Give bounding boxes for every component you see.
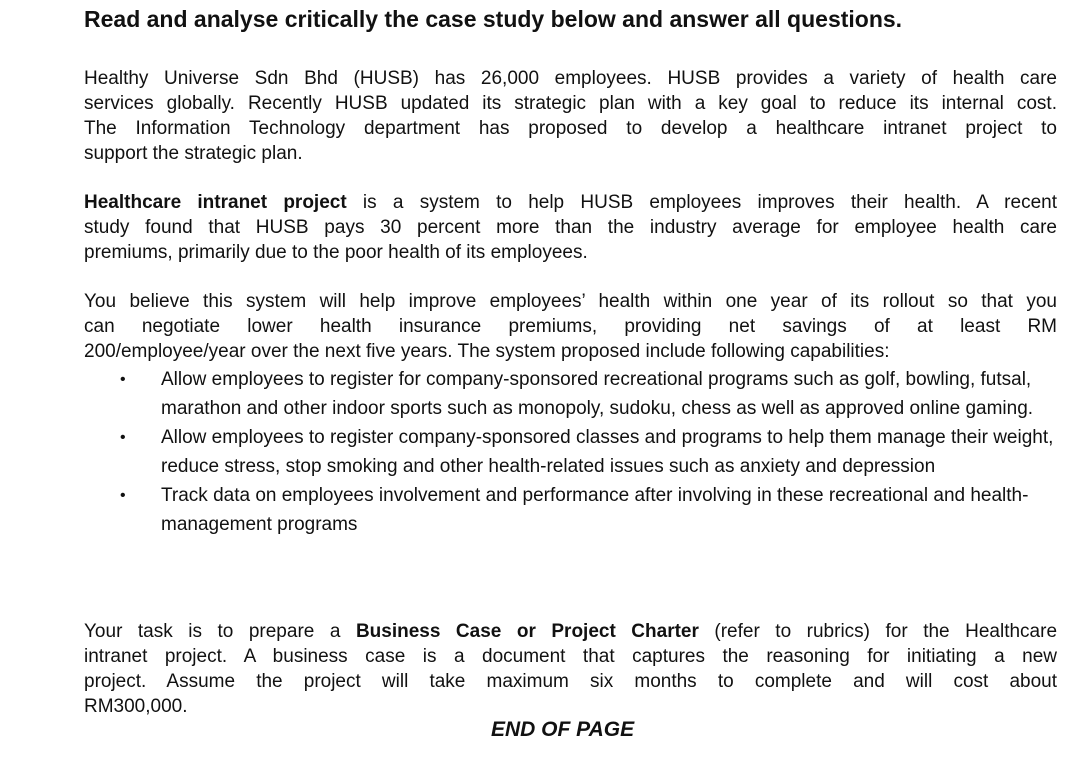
capability-item [84, 365, 1057, 423]
project-name-bold: Healthcare intranet project [84, 192, 347, 213]
bullet-icon: • [120, 429, 126, 446]
project-description-paragraph [84, 190, 1057, 265]
task-deliverable-bold: Business Case or Project Charter [355, 621, 699, 642]
end-of-page-label: END OF PAGE [491, 718, 635, 741]
intro-line: Healthy Universe Sdn Bhd (HUSB) has 26,000 employees. HUSB provides a variety of health care [84, 68, 1057, 89]
task-line: intranet project. A business case is a document that captures the reasoning for initiating a new [84, 646, 1057, 667]
capability-item [84, 481, 1057, 539]
capability-item [84, 423, 1057, 481]
intro-line: support the strategic plan. [84, 143, 303, 164]
capability-text: Track data on employees involvement and performance after involving in these recreational and health-management programs [161, 485, 1029, 535]
project-description-line: premiums, primarily due to the poor health of its employees. [84, 242, 588, 263]
benefits-line: can negotiate lower health insurance premiums, providing net savings of at least RM [84, 316, 1057, 337]
task-paragraph [84, 619, 1057, 719]
project-description-line: study found that HUSB pays 30 percent more than the industry average for employee health care [84, 217, 1057, 238]
benefits-paragraph [84, 289, 1057, 364]
task-text: Your task is to prepare a [84, 621, 356, 642]
capability-text: Allow employees to register company-sponsored classes and programs to help them manage their weight, reduce stress, stop smoking and other health-related issues such as anxiety and depression [161, 427, 1054, 477]
capabilities-list [84, 365, 1057, 539]
benefits-line: 200/employee/year over the next five years. The system proposed include following capabilities: [84, 341, 890, 362]
intro-paragraph [84, 66, 1057, 166]
benefits-line: You believe this system will help improve employees’ health within one year of its rollout so that you [84, 291, 1057, 312]
task-text: (refer to rubrics) for the Healthcare [698, 621, 1058, 642]
page-heading: Read and analyse critically the case study below and answer all questions. [84, 6, 903, 32]
task-line [84, 619, 1057, 644]
bullet-icon: • [120, 487, 126, 504]
intro-line: The Information Technology department has proposed to develop a healthcare intranet project to [84, 118, 1057, 139]
intro-line: services globally. Recently HUSB updated its strategic plan with a key goal to reduce its internal cost. [84, 93, 1057, 114]
bullet-icon: • [120, 371, 126, 388]
task-line: project. Assume the project will take maximum six months to complete and will cost about [84, 671, 1057, 692]
project-description-line [84, 190, 1057, 215]
capability-text: Allow employees to register for company-sponsored recreational programs such as golf, bowling, futsal, marathon and other indoor sports such as monopoly, sudoku, chess as well as approved online gaming. [161, 369, 1034, 419]
task-line: RM300,000. [84, 696, 188, 717]
project-description-text: is a system to help HUSB employees improves their health. A recent [346, 192, 1057, 213]
